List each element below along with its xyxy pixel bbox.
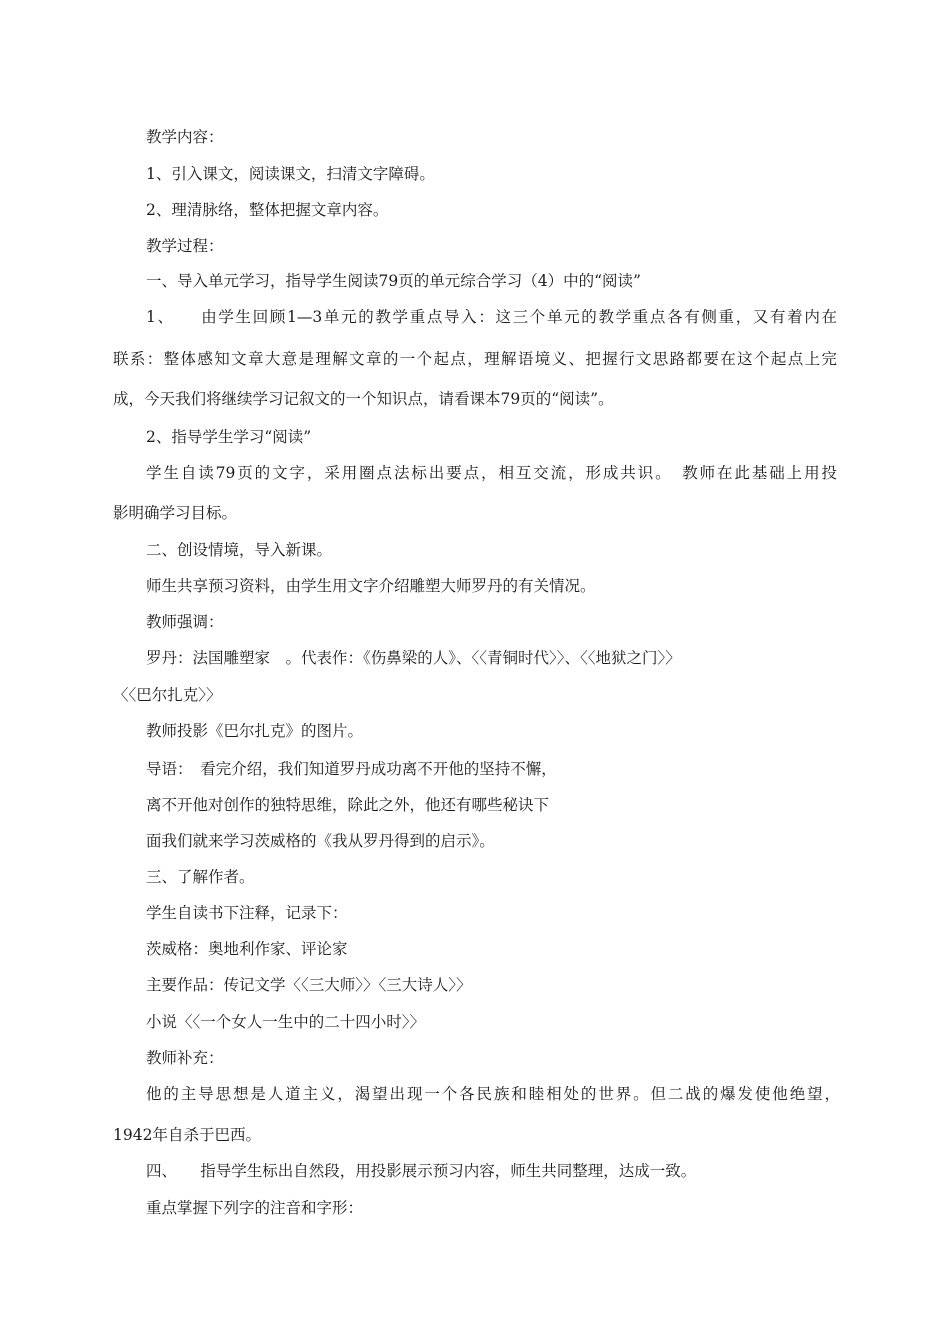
step-1-heading: 一、导入单元学习，指导学生阅读79页的单元综合学习（4）中的“阅读” [146, 272, 641, 290]
paragraph-line: 成，今天我们将继续学习记叙文的一个知识点，请看课本79页的“阅读”。 [113, 390, 614, 408]
paragraph-line: 面我们就来学习茨威格的《我从罗丹得到的启示》。 [146, 832, 495, 850]
section-heading-process: 教学过程： [146, 237, 224, 255]
paragraph-line: 茨威格：奥地利作家、评论家 [146, 940, 348, 958]
paragraph-line: 师生共享预习资料，由学生用文字介绍雕塑大师罗丹的有关情况。 [146, 577, 596, 595]
step-3-heading: 三、了解作者。 [146, 868, 255, 886]
paragraph-line: 罗丹：法国雕塑家 。代表作：《伤鼻梁的人》、〈〈青铜时代〉〉、〈〈地狱之门〉〉 [146, 649, 681, 667]
step-4-heading: 四、 指导学生标出自然段，用投影展示预习内容，师生共同整理，达成一致。 [146, 1162, 697, 1180]
paragraph-line: 学生自读79页的文字，采用圈点法标出要点，相互交流，形成共识。 教师在此基础上用投 [146, 464, 837, 482]
paragraph-line: 联系：整体感知文章大意是理解文章的一个起点，理解语境义、把握行文思路都要在这个起点上完 [113, 350, 837, 368]
paragraph-line: 1942年自杀于巴西。 [113, 1126, 261, 1144]
paragraph-line: 主要作品：传记文学〈〈三大师〉〉〈三大诗人〉〉 [146, 976, 472, 994]
content-item-2: 2、理清脉络，整体把握文章内容。 [146, 201, 389, 219]
paragraph-line: 教师补充： [146, 1049, 224, 1067]
paragraph-line: 导语： 看完介绍，我们知道罗丹成功离不开他的坚持不懈， [146, 760, 557, 778]
paragraph-line: 教师强调： [146, 613, 224, 631]
paragraph-line: 影明确学习目标。 [113, 504, 238, 522]
paragraph-line: 离不开他对创作的独特思维，除此之外，他还有哪些秘诀下 [146, 796, 550, 814]
step-2-heading: 二、创设情境，导入新课。 [146, 541, 333, 559]
content-item-1: 1、引入课文，阅读课文，扫清文字障碍。 [146, 165, 435, 183]
paragraph-line: 重点掌握下列字的注音和字形： [146, 1199, 364, 1217]
paragraph-line: 教师投影《巴尔扎克》的图片。 [146, 722, 364, 740]
paragraph-line: 他的主导思想是人道主义，渴望出现一个各民族和睦相处的世界。但二战的爆发使他绝望， [146, 1085, 840, 1103]
section-heading-content: 教学内容： [146, 128, 224, 146]
step-1-item-2: 2、指导学生学习“阅读” [146, 428, 312, 446]
paragraph-line: 学生自读书下注释，记录下： [146, 904, 348, 922]
paragraph-line: 小说〈〈一个女人一生中的二十四小时〉〉 [146, 1013, 426, 1031]
paragraph-line: 1、 由学生回顾1—3单元的教学重点导入：这三个单元的教学重点各有侧重，又有着内在 [146, 308, 837, 326]
paragraph-line: 〈〈巴尔扎克〉〉 [113, 686, 222, 704]
